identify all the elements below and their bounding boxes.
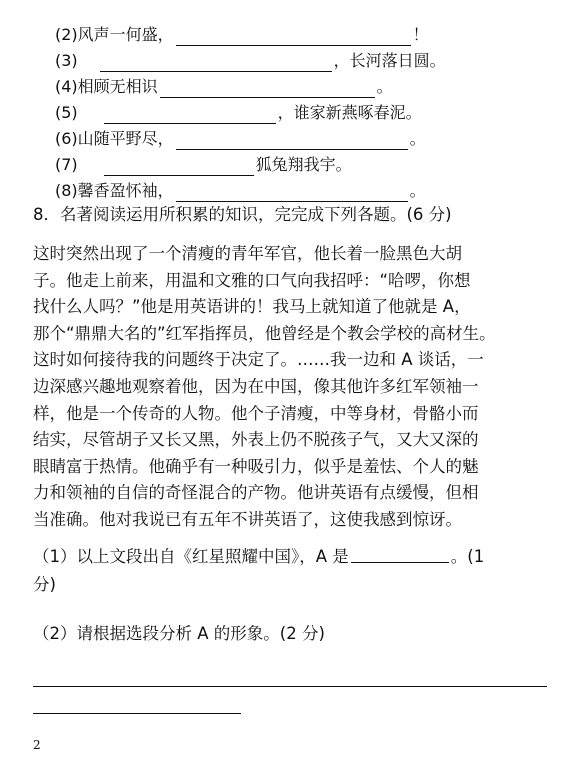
answer-blank[interactable] (176, 29, 411, 46)
poem-prefix: (5) (55, 103, 78, 122)
answer-line[interactable] (33, 713, 241, 714)
passage-line: 结实，尽管胡子又长又黑，外表上仍不脱孩子气，又大又深的 (33, 430, 479, 450)
sub-question-2: （2）请根据选段分析 A 的形象。(2 分) (33, 624, 325, 643)
poem-prefix: (4)相顾无相识 (55, 77, 158, 96)
poem-prefix: (3) (55, 51, 78, 70)
passage-line: 子。他走上前来，用温和文雅的口气向我招呼：“哈啰，你想 (33, 270, 471, 290)
poem-line-2 (55, 24, 429, 46)
poem-line-8 (55, 180, 426, 202)
passage-line: 这时突然出现了一个清瘦的青年军官，他长着一脸黑色大胡 (33, 244, 462, 263)
passage-line: 那个“鼎鼎大名的”红军指挥员，他曾经是个教会学校的高材生。 (33, 323, 496, 343)
answer-blank[interactable] (104, 107, 276, 124)
page-number: 2 (33, 738, 41, 752)
poem-suffix: 。 (409, 129, 426, 148)
passage-line: 边深感兴趣地观察着他，因为在中国，像其他许多红军领袖一 (33, 376, 479, 396)
poem-line-3 (55, 50, 446, 72)
poem-suffix: 。 (409, 181, 426, 200)
poem-suffix: ！ (412, 25, 429, 44)
passage-line: 这时如何接待我的问题终于决定了。……我一边和 A 谈话，一 (33, 350, 484, 370)
reading-passage (33, 241, 553, 534)
poem-line-6 (55, 128, 426, 150)
sub-question-1 (33, 544, 484, 570)
poem-prefix: (7) (55, 155, 78, 174)
answer-blank[interactable] (104, 159, 254, 176)
sub-question-1-cont: 分) (33, 575, 56, 594)
poem-suffix: ，谁家新燕啄春泥。 (277, 103, 422, 122)
sub-question-1-suffix: 。(1 (450, 547, 485, 566)
poem-line-5 (55, 102, 422, 124)
passage-line: 力和领袖的自信的奇怪混合的产物。他讲英语有点缓慢，但相 (33, 483, 479, 503)
poem-suffix: 狐兔翔我宇。 (255, 155, 352, 174)
answer-line[interactable] (33, 686, 547, 687)
poem-suffix: ，长河落日圆。 (333, 51, 446, 70)
poem-prefix: (2)风声一何盛， (55, 25, 174, 44)
answer-blank[interactable] (160, 81, 375, 98)
poem-suffix: 。 (376, 77, 393, 96)
passage-line: 眼睛富于热情。他确乎有一种吸引力，似乎是羞怯、个人的魅 (33, 456, 479, 476)
answer-blank[interactable] (176, 185, 408, 202)
poem-line-7 (55, 154, 352, 176)
passage-line: 找什么人吗？”他是用英语讲的！我马上就知道了他就是 A， (33, 297, 471, 317)
answer-blank[interactable] (100, 55, 332, 72)
poem-prefix: (6)山随平野尽， (55, 129, 174, 148)
question-8-heading: 8．名著阅读运用所积累的知识，完完成下列各题。(6 分) (33, 205, 452, 224)
passage-line: 当准确。他对我说已有五年不讲英语了，这使我感到惊讶。 (33, 509, 462, 529)
answer-blank[interactable] (351, 547, 449, 563)
answer-blank[interactable] (176, 133, 408, 150)
poem-prefix: (8)馨香盈怀袖， (55, 181, 174, 200)
poem-line-4 (55, 76, 393, 98)
passage-line: 样，他是一个传奇的人物。他个子清瘦，中等身材，骨骼小而 (33, 403, 479, 423)
sub-question-1-prefix: （1）以上文段出自《红星照耀中国》，A 是 (33, 547, 349, 566)
